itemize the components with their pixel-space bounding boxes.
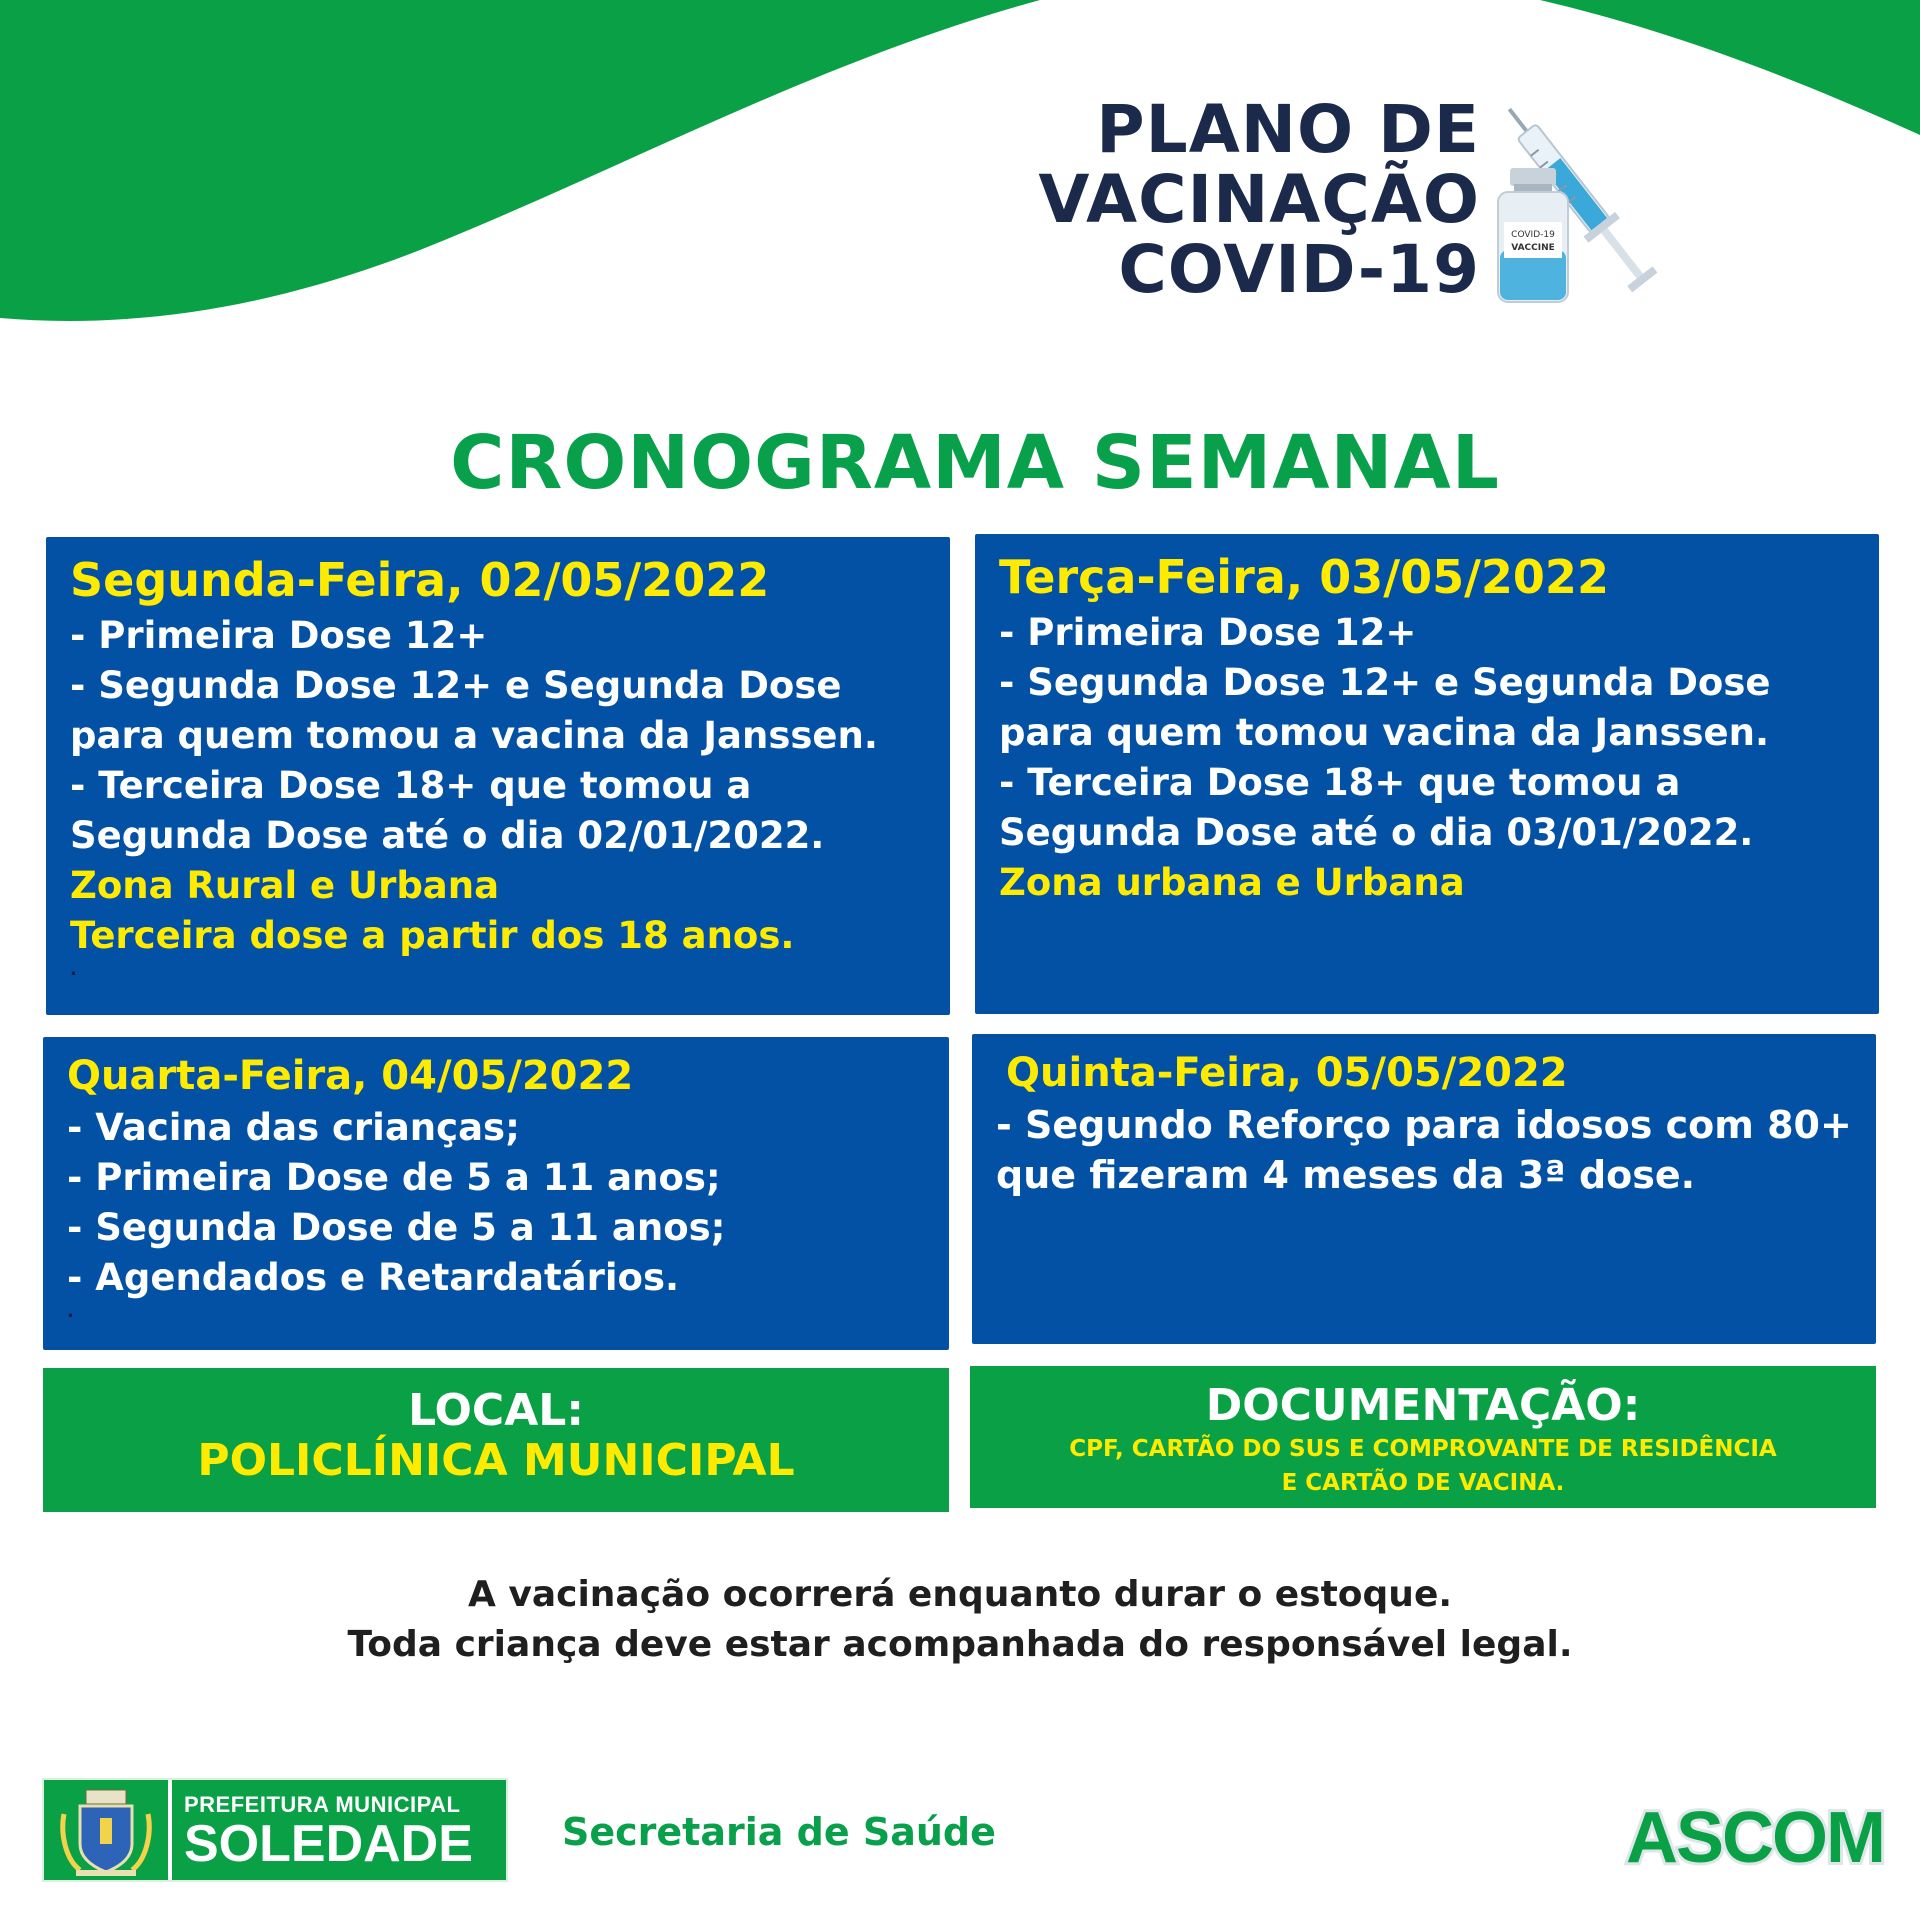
- card-line: - Primeira Dose de 5 a 11 anos;: [67, 1156, 721, 1199]
- documentation-value-line-2: E CARTÃO DE VACINA.: [1281, 1470, 1565, 1496]
- campaign-title-line-1: PLANO DE: [1096, 91, 1480, 168]
- card-trailing-dot: .: [70, 959, 77, 980]
- card-line: - Primeira Dose 12+: [70, 614, 488, 657]
- ascom-logo: [1620, 1790, 1890, 1880]
- schedule-card-monday: [46, 537, 950, 1015]
- card-line: que fizeram 4 meses da 3ª dose.: [996, 1153, 1696, 1197]
- card-line: - Terceira Dose 18+ que tomou a: [999, 761, 1681, 804]
- ascom-text: ASCOM: [1626, 1798, 1884, 1878]
- card-highlight-line: Zona urbana e Urbana: [999, 861, 1465, 904]
- note-line: Toda criança deve estar acompanhada do responsável legal.: [347, 1624, 1573, 1665]
- location-box: [43, 1368, 949, 1512]
- card-highlight-line: Zona Rural e Urbana: [70, 864, 500, 907]
- card-highlight-line: Terceira dose a partir dos 18 anos.: [70, 914, 795, 957]
- location-label: LOCAL:: [408, 1385, 584, 1436]
- coat-of-arms-icon: [50, 1784, 162, 1878]
- secretaria-label: Secretaria de Saúde: [562, 1810, 996, 1854]
- vial-label-line-2: VACCINE: [1511, 243, 1555, 253]
- logo-separator: [168, 1780, 172, 1880]
- footer-notes: [0, 1570, 1920, 1670]
- prefeitura-label: PREFEITURA MUNICIPAL: [184, 1792, 461, 1817]
- card-trailing-dot: .: [67, 1301, 74, 1322]
- card-line: Segunda Dose até o dia 02/01/2022.: [70, 814, 825, 857]
- schedule-card-thursday: [972, 1034, 1876, 1344]
- card-line: - Segunda Dose de 5 a 11 anos;: [67, 1206, 726, 1249]
- card-line: para quem tomou vacina da Janssen.: [999, 711, 1770, 754]
- card-line: Segunda Dose até o dia 03/01/2022.: [999, 811, 1754, 854]
- campaign-title: [1020, 91, 1480, 308]
- city-name: SOLEDADE: [184, 1815, 473, 1873]
- card-line: - Terceira Dose 18+ que tomou a: [70, 764, 752, 807]
- schedule-heading: CRONOGRAMA SEMANAL: [450, 420, 1500, 506]
- card-title: Terça-Feira, 03/05/2022: [999, 550, 1609, 604]
- schedule-card-tuesday: [975, 534, 1879, 1014]
- vaccine-syringe-icon: [1490, 80, 1680, 310]
- documentation-label: DOCUMENTAÇÃO:: [1205, 1380, 1641, 1431]
- card-title: Quarta-Feira, 04/05/2022: [67, 1053, 634, 1099]
- card-line: para quem tomou a vacina da Janssen.: [70, 714, 878, 757]
- card-line: - Vacina das crianças;: [67, 1106, 520, 1149]
- vial-label-line-1: COVID-19: [1511, 230, 1555, 240]
- campaign-title-line-2: VACINAÇÃO: [1038, 161, 1480, 238]
- card-line: - Primeira Dose 12+: [999, 611, 1417, 654]
- card-line: - Segunda Dose 12+ e Segunda Dose: [70, 664, 842, 707]
- campaign-title-line-3: COVID-19: [1118, 231, 1480, 308]
- card-title: Quinta-Feira, 05/05/2022: [1006, 1050, 1568, 1096]
- note-line: A vacinação ocorrerá enquanto durar o estoque.: [467, 1574, 1453, 1615]
- card-line: - Segundo Reforço para idosos com 80+: [996, 1103, 1852, 1147]
- card-line: - Segunda Dose 12+ e Segunda Dose: [999, 661, 1771, 704]
- schedule-card-wednesday: [43, 1037, 949, 1350]
- card-title: Segunda-Feira, 02/05/2022: [70, 553, 770, 607]
- documentation-value-line-1: CPF, CARTÃO DO SUS E COMPROVANTE DE RESIDÊNCIA: [1069, 1436, 1777, 1462]
- prefeitura-logo: [42, 1778, 508, 1882]
- documentation-box: [970, 1366, 1876, 1508]
- location-value: POLICLÍNICA MUNICIPAL: [197, 1435, 795, 1486]
- card-line: - Agendados e Retardatários.: [67, 1256, 680, 1299]
